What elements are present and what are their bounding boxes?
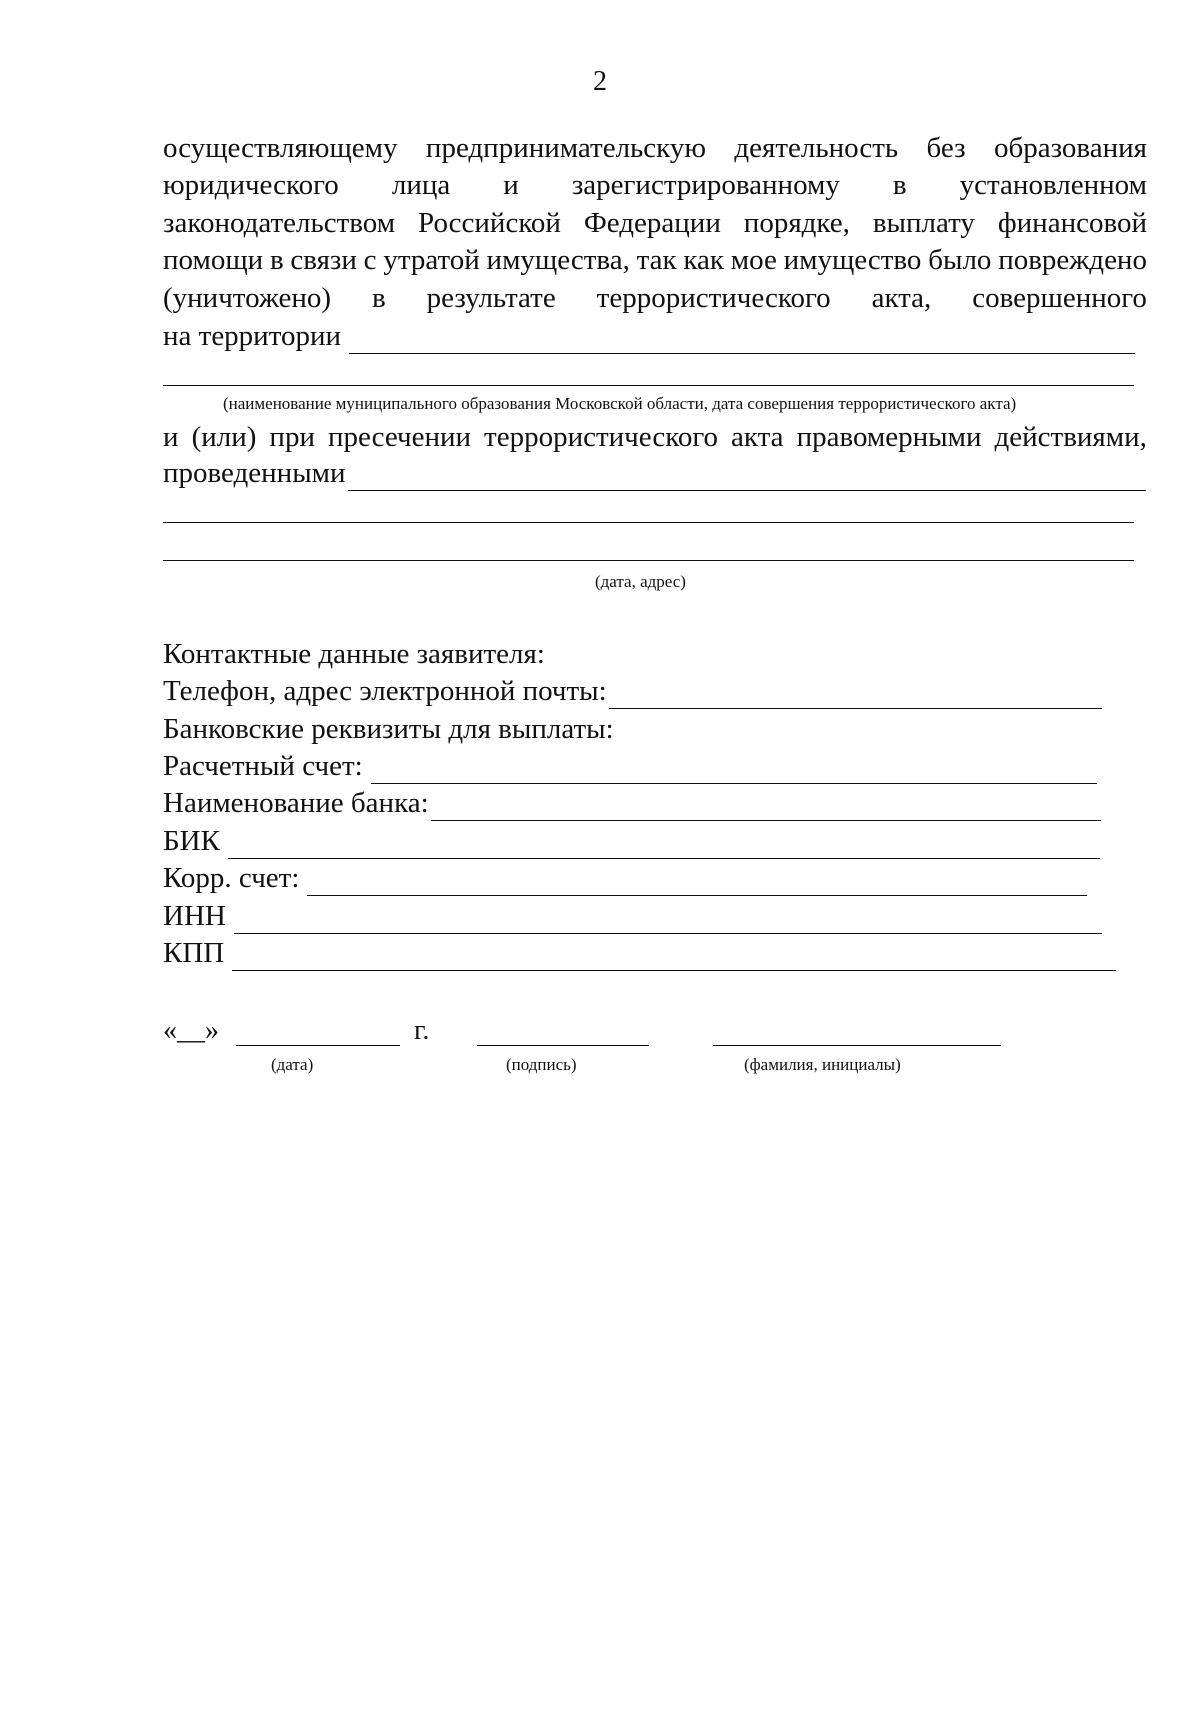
date-caption: (дата) — [271, 1055, 314, 1074]
account-field — [163, 748, 1097, 784]
bik-label: БИК — [163, 825, 220, 857]
bank-name-input-line[interactable] — [431, 792, 1101, 821]
bank-name-field — [163, 785, 1101, 821]
territory-input-line[interactable] — [349, 325, 1135, 354]
word: и — [503, 169, 519, 201]
paragraph-1-line-3 — [163, 205, 1147, 241]
paragraph-1-line-4 — [163, 242, 1147, 278]
word: утратой — [383, 244, 480, 276]
date-address-caption: (дата, адрес) — [595, 572, 686, 591]
word: акта, — [871, 282, 932, 314]
conducted-field — [163, 455, 1146, 491]
date-day-quotes: «__» — [163, 1015, 219, 1046]
word: порядке, — [743, 207, 850, 239]
word: пресечении — [328, 421, 472, 453]
word: было — [928, 244, 992, 276]
word: связи — [290, 244, 357, 276]
territory-label: на территории — [163, 320, 342, 352]
kpp-input-line[interactable] — [232, 942, 1116, 971]
word: имущество — [783, 244, 922, 276]
conducted-input-line[interactable] — [348, 462, 1146, 491]
word: при — [269, 421, 315, 453]
account-label: Расчетный счет: — [163, 750, 363, 782]
word: лица — [391, 169, 451, 201]
word: (или) — [191, 421, 257, 453]
inn-label: ИНН — [163, 900, 226, 932]
word: имущества, — [486, 244, 630, 276]
word: деятельность — [734, 132, 899, 164]
word: образования — [993, 132, 1147, 164]
word: предпринимательскую — [425, 132, 706, 164]
word: в — [372, 282, 386, 314]
name-caption: (фамилия, инициалы) — [744, 1055, 901, 1074]
word: так — [636, 244, 677, 276]
word: (уничтожено) — [163, 282, 332, 314]
word: результате — [426, 282, 556, 314]
bik-input-line[interactable] — [228, 830, 1100, 859]
word: правомерными — [796, 421, 982, 453]
word: в — [892, 169, 907, 201]
year-suffix: г. — [414, 1015, 430, 1046]
bank-name-label: Наименование банка: — [163, 787, 429, 819]
paragraph-1-line-1 — [163, 130, 1147, 166]
conducted-input-line-3[interactable] — [163, 560, 1134, 561]
territory-input-line-2[interactable] — [163, 385, 1134, 386]
paragraph-1-line-5 — [163, 280, 1147, 316]
word: акта — [731, 421, 784, 453]
signature-input-line[interactable] — [477, 1045, 649, 1046]
date-month-input-line[interactable] — [236, 1045, 400, 1046]
signature-caption: (подпись) — [506, 1055, 577, 1074]
territory-field — [163, 318, 1135, 354]
bik-field — [163, 823, 1100, 859]
phone-email-field — [163, 673, 1102, 709]
word: с — [363, 244, 377, 276]
word: действиями, — [994, 421, 1147, 453]
inn-input-line[interactable] — [234, 905, 1102, 934]
word: в — [269, 244, 284, 276]
word: установленном — [959, 169, 1147, 201]
word: без — [926, 132, 966, 164]
phone-email-input-line[interactable] — [609, 680, 1102, 709]
word: осуществляющему — [163, 132, 398, 164]
phone-email-label: Телефон, адрес электронной почты: — [163, 675, 607, 707]
inn-field — [163, 898, 1102, 934]
territory-caption: (наименование муниципального образования Московской области, дата совершения террористического акта) — [223, 394, 1017, 413]
corr-account-label: Корр. счет: — [163, 862, 300, 894]
word: финансовой — [997, 207, 1147, 239]
paragraph-1-line-2 — [163, 167, 1147, 203]
corr-account-field — [163, 860, 1087, 896]
paragraph-2-line-1 — [163, 419, 1147, 455]
conducted-label: проведенными — [163, 457, 346, 489]
kpp-field — [163, 935, 1116, 971]
word: как — [683, 244, 724, 276]
word: совершенного — [972, 282, 1147, 314]
corr-account-input-line[interactable] — [307, 867, 1087, 896]
bank-details-heading: Банковские реквизиты для выплаты: — [163, 713, 614, 745]
word: зарегистрированному — [571, 169, 840, 201]
name-input-line[interactable] — [713, 1045, 1001, 1046]
word: Федерации — [583, 207, 721, 239]
word: террористического — [484, 421, 719, 453]
word: выплату — [872, 207, 975, 239]
word: юридического — [163, 169, 339, 201]
word: повреждено — [998, 244, 1147, 276]
conducted-input-line-2[interactable] — [163, 522, 1134, 523]
word: Российской — [418, 207, 561, 239]
word: мое — [730, 244, 777, 276]
contacts-heading: Контактные данные заявителя: — [163, 638, 545, 670]
kpp-label: КПП — [163, 937, 225, 969]
word: террористического — [596, 282, 831, 314]
word: и — [163, 421, 179, 453]
word: законодательством — [163, 207, 396, 239]
page-number: 2 — [593, 66, 607, 97]
account-input-line[interactable] — [371, 755, 1097, 784]
word: помощи — [163, 244, 264, 276]
